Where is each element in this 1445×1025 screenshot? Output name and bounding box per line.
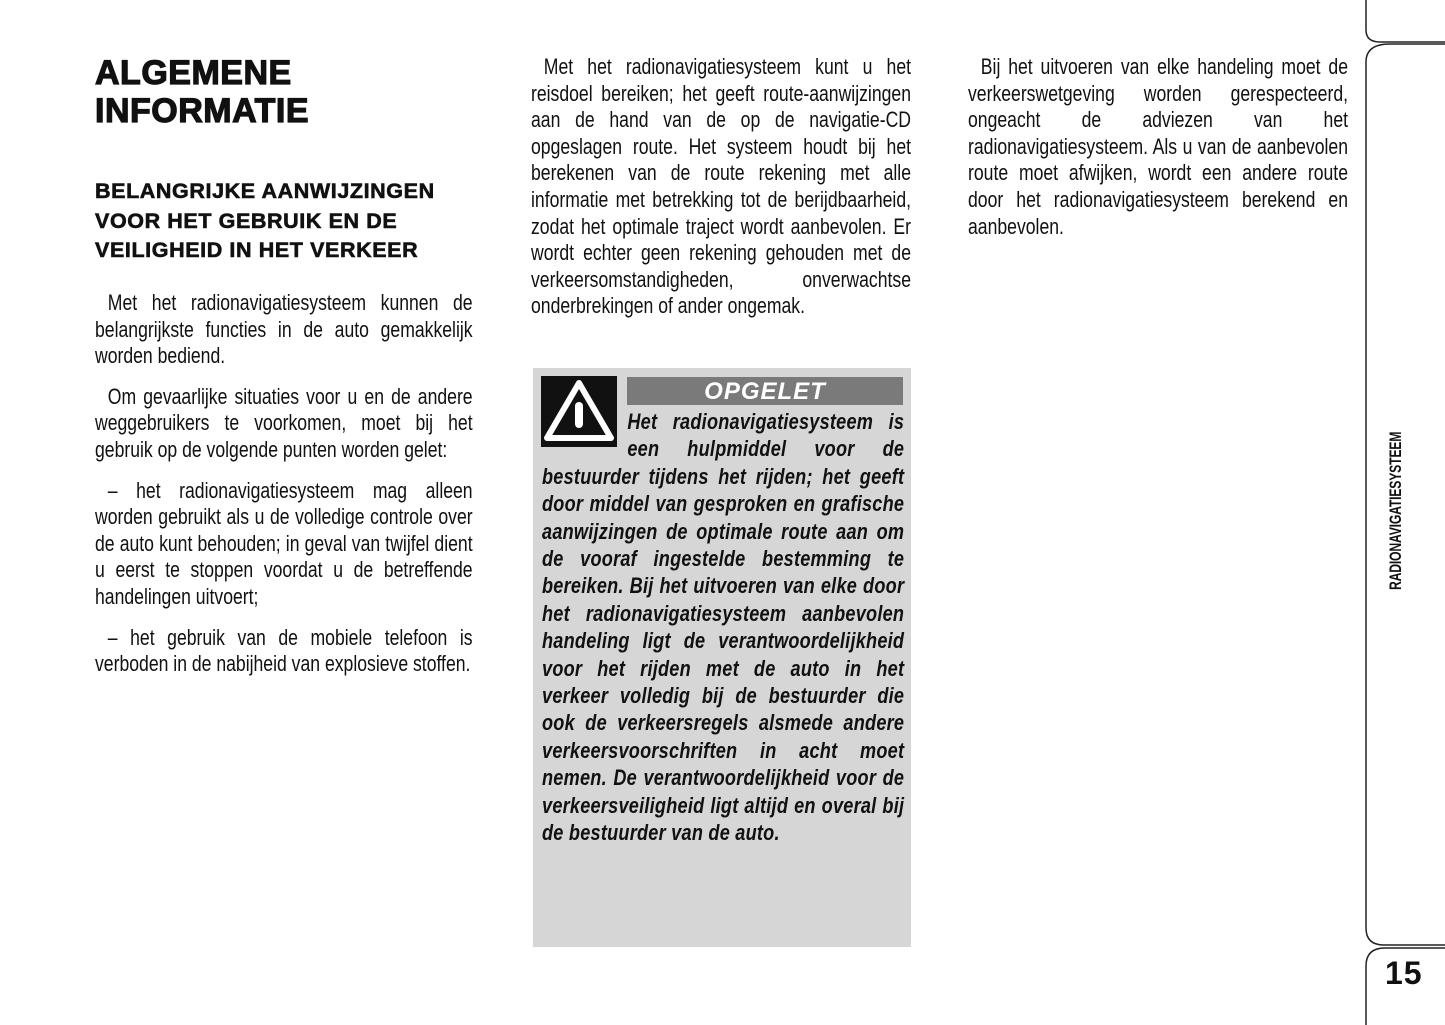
paragraph: – het gebruik van de mobiele telefoon is verboden in de nabijheid van explosieve stoffen. [95, 624, 473, 677]
paragraph: Met het radionavigatiesysteem kunnen de belangrijkste functies in de auto gemakkelijk worden bediend. [95, 290, 473, 369]
warning-box [533, 368, 911, 947]
warning-body: Het radionavigatiesysteem is een hulpmiddel voor de bestuurder tijdens het rijden; het geeft door middel van gesproken en grafische aanwijzingen de optimale route aan om de vooraf ingestelde bestemming te bereiken. Bij het uitvoeren van elke door het radionavigatiesysteem aanbevolen handeling ligt de verantwoordelijkheid voor het rijden met de auto in het verkeer volledig bij de bestuurder die ook de verkeersregels alsmede andere verkeersvoorschriften in acht moet nemen. De verantwoordelijkheid voor de verkeersveiligheid ligt altijd en overal bij de bestuurder van de auto. [542, 409, 905, 846]
chapter-tab-text: RADIONAVIGATIESYSTEEM [1386, 431, 1405, 590]
paragraph: Bij het uitvoeren van elke handeling moet de verkeerswetgeving worden gerespecteerd, ongeacht de adviezen van het radionavigatiesysteem. Als u van de aanbevolen route moet afwijken, wordt een andere route door het radionavigatiesysteem berekend en aanbevolen. [968, 54, 1348, 239]
warning-title: OPGELET [627, 377, 903, 405]
heading-line: VEILIGHEID IN HET VERKEER [95, 238, 419, 262]
warning-text [542, 408, 904, 847]
section-heading [95, 177, 485, 266]
page-title [95, 54, 309, 130]
title-line: INFORMATIE [95, 92, 310, 130]
paragraph: Om gevaarlijke situaties voor u en de andere weggebruikers te voorkomen, moet bij het gebruik op de volgende punten worden gelet: [95, 383, 473, 462]
paragraph: Met het radionavigatiesysteem kunt u het reisdoel bereiken; het geeft route-aanwijzingen aan de hand van de op de navigatie-CD opgeslagen route. Het systeem houdt bij het berekenen van de route rekening met alle informatie met betrekking tot de berijdbaarheid, zodat het optimale traject wordt aanbevolen. Er wordt echter geen rekening gehouden met de verkeersomstandigheden, onverwachtse onderbrekingen of ander ongemak. [531, 54, 911, 319]
column-3 [968, 54, 1348, 254]
column-2 [531, 54, 911, 334]
page-number: 15 [1385, 955, 1423, 991]
paragraph: – het radionavigatiesysteem mag alleen worden gebruikt als u de volledige controle over de auto kunt behouden; in geval van twijfel dient u eerst te stoppen voordat u de betreffende handelingen uitvoert; [95, 477, 473, 609]
chapter-tab-label [1386, 370, 1406, 590]
heading-line: BELANGRIJKE AANWIJZINGEN [95, 179, 435, 203]
column-1 [95, 290, 473, 692]
heading-line: VOOR HET GEBRUIK EN DE [95, 208, 398, 233]
title-line: ALGEMENE [95, 54, 292, 92]
